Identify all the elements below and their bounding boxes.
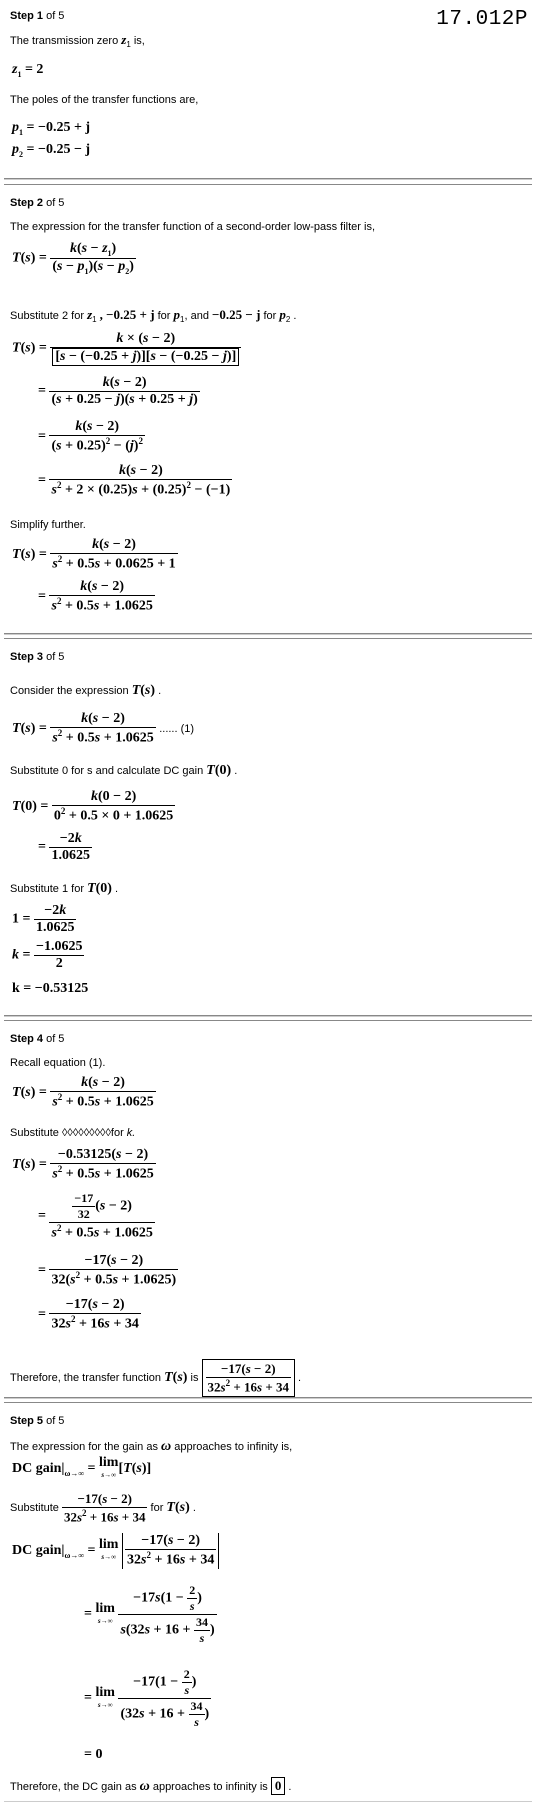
transfer-substituted-2: = $\frac{k(s - 2)}{(s + 0.25 - j)(s + 0.25 + j)}$	[38, 375, 198, 407]
step-5-sub-text: Substitute $\frac{-17(s - 2)}{32s^2 + 16s + 34}$ for T(s) .	[10, 1491, 196, 1525]
step-3-label: Step 3 of 5	[10, 651, 65, 663]
transfer-substituted-1: T(s) = $\frac{k \times (s - 2)}{[s - (-0.25 + j)][s - (-0.25 - j)]}$	[12, 331, 241, 366]
step-4-sub-text: Substitute ◊◊◊◊◊◊◊◊◊for k.	[10, 1127, 136, 1139]
step-2-panel	[4, 184, 532, 634]
step-2-text: The expression for the transfer function of a second-order low-pass filter is,	[10, 221, 376, 233]
transfer-k-4: = $\frac{-17(s - 2)}{32s^2 + 16s + 34}$	[38, 1297, 139, 1332]
dc-gain-limit-4: = 0	[84, 1747, 103, 1762]
dc-gain-limit-1: DC $gain|_{\omega\to\infty}$ = lim s→∞ $\frac{-17(s - 2)}{32s^2 + 16s + 34}$	[12, 1533, 219, 1569]
step-3-sub-text: Substitute 1 for T(0) .	[10, 881, 119, 896]
step-2-label: Step 2 of 5	[10, 197, 65, 209]
final-answer: 0	[271, 1777, 286, 1795]
step-3-dc-text: Substitute 0 for s and calculate DC gain T(0) .	[10, 763, 238, 778]
transfer-k-1: T(s) = $\frac{-0.53125(s - 2)}{s^2 + 0.5s + 1.0625}$	[12, 1147, 154, 1182]
k-eq-1: 1 = $\frac{-2k}{1.0625}$	[12, 903, 75, 935]
step-2-substitute-text: Substitute 2 for $z_1$ , −0.25 + j for $p_1$, and −0.25 − j for $p_2$ .	[10, 307, 297, 325]
transfer-substituted-4: = $\frac{k(s - 2)}{s^2 + 2 \times (0.25)s + (0.25)^2 - (-1)}$	[38, 463, 231, 498]
dc-gain-1: T(0) = $\frac{k(0 - 2)}{0^2 + 0.5 \times 0 + 1.0625}$	[12, 789, 174, 824]
pole-2-equation: $p_2 = -0.25 - j$	[12, 142, 91, 159]
k-value: k = −0.53125	[12, 981, 89, 996]
dc-gain-limit-def: DC $gain|_{\omega\to\infty}$ = lim s→∞ [T(s)]	[12, 1455, 152, 1479]
step-1-text-2: The poles of the transfer functions are,	[10, 94, 199, 106]
transfer-function-general: T(s) = $\frac{k(s - z_1)}{(s - p_1)(s - p_2)}$	[12, 241, 134, 276]
dc-gain-2: = $\frac{-2k}{1.0625}$	[38, 831, 90, 863]
transfer-simplified-2: = $\frac{k(s - 2)}{s^2 + 0.5s + 1.0625}$	[38, 579, 153, 614]
step-1-text: The transmission zero $z_1$ is,	[10, 32, 145, 50]
zero-equation: $z_1 = 2$	[12, 62, 44, 79]
transfer-simplified-1: T(s) = $\frac{k(s - 2)}{s^2 + 0.5s + 0.0625 + 1}$	[12, 537, 176, 572]
transfer-recall: T(s) = $\frac{k(s - 2)}{s^2 + 0.5s + 1.0625}$	[12, 1075, 154, 1110]
step-4-conclusion: Therefore, the transfer function T(s) is $\frac{-17(s - 2)}{32s^2 + 16s + 34}$ .	[10, 1359, 301, 1397]
step-1-panel	[4, 0, 532, 179]
problem-id: 17.012P	[436, 8, 528, 31]
step-4-label: Step 4 of 5	[10, 1033, 65, 1045]
k-eq-2: k = $\frac{-1.0625}{2}$	[12, 939, 83, 971]
step-5-conclusion: Therefore, the DC gain as ω approaches to infinity is 0 .	[10, 1778, 292, 1794]
step-2-simplify-text: Simplify further.	[10, 519, 86, 531]
dc-gain-limit-2: = lim s→∞ −17s(1 − $\frac{2}{s}$ ) s(32s + 16 + $\frac{34}{s}$ )	[84, 1583, 215, 1645]
pole-1-equation: $p_1 = -0.25 + j$	[12, 120, 91, 137]
step-4-panel	[4, 1020, 532, 1398]
step-5-panel	[4, 1402, 532, 1801]
transfer-substituted-3: = $\frac{k(s - 2)}{(s + 0.25)^2 - (j)^2}$	[38, 419, 143, 454]
transfer-equation-1: T(s) = $\frac{k(s - 2)}{s^2 + 0.5s + 1.0625}$ ...... (1)	[12, 711, 195, 746]
step-4-text: Recall equation (1).	[10, 1057, 106, 1069]
step-5-text: The expression for the gain as ω approaches to infinity is,	[10, 1439, 293, 1454]
step-3-text: Consider the expression T(s) .	[10, 683, 162, 698]
dc-gain-limit-3: = lim s→∞ −17(1 − $\frac{2}{s}$ ) (32s + 16 + $\frac{34}{s}$ )	[84, 1667, 210, 1729]
step-5-label: Step 5 of 5	[10, 1415, 65, 1427]
transfer-k-2: = $\frac{-17}{32}$ (s − 2) $s^2 + 0.5s + 1.0625$	[38, 1191, 153, 1241]
step-3-panel	[4, 638, 532, 1016]
transfer-k-3: = $\frac{-17(s - 2)}{32(s^2 + 0.5s + 1.0625)}$	[38, 1253, 177, 1288]
step-1-label: Step 1 of 5	[10, 10, 65, 22]
